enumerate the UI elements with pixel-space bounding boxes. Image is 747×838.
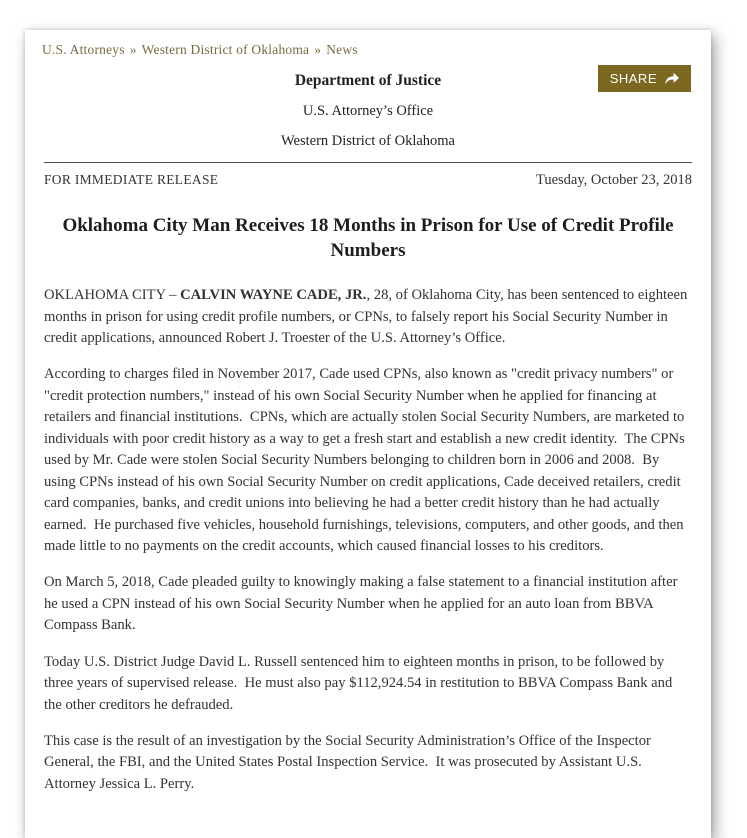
body-paragraph: On March 5, 2018, Cade pleaded guilty to knowingly making a false statement to a financial institution after he used a CPN instead of his own Social Security Number when he applied for an auto loan from BBVA Compass Bank. [44, 574, 682, 634]
agency-title: Department of Justice [294, 72, 442, 89]
page-title: Oklahoma City Man Receives 18 Months in Prison for Use of Credit Profile Numbers [62, 215, 674, 262]
share-button-label: SHARE [609, 71, 657, 86]
breadcrumb-separator: » [314, 42, 322, 57]
header-divider [44, 162, 692, 163]
lead-prefix: OKLAHOMA CITY – [44, 287, 181, 304]
breadcrumb-separator: » [129, 42, 137, 57]
body-paragraph: According to charges filed in November 2017, Cade used CPNs, also known as "credit privacy numbers" or "credit protection numbers," instead of his own Social Security Number when he applied for financing at retailers and financial institutions. CPNs, which are actually stolen Social Security Numbers, are marketed to individuals with poor credit history as a way to get a fresh start and establish a new credit identity. The CPNs used by Mr. Cade were stolen Social Security Numbers belonging to children born in 2006 and 2008. By using CPNs instead of his own Social Security Number on credit applications, Cade deceived retailers, credit card companies, banks, and credit unions into believing he had a better credit history than he had actually earned. He purchased five vehicles, household furnishings, televisions, computers, and other goods, and then made little to no payments on the credit accounts, which caused financial losses to his creditors. [44, 366, 689, 554]
breadcrumb [42, 38, 694, 60]
body-paragraph: This case is the result of an investigation by the Social Security Administration’s Office of the Inspector General, the FBI, and the United States Postal Inspection Service. It was prosecuted by Assistant U.S. Attorney Jessica L. Perry. [44, 733, 655, 792]
lead-paragraph [44, 285, 692, 349]
breadcrumb-us-attorneys[interactable]: U.S. Attorneys [42, 42, 125, 57]
press-release-card [25, 30, 711, 838]
breadcrumb-news[interactable]: News [326, 42, 358, 57]
masthead [42, 72, 694, 150]
body-paragraph: Today U.S. District Judge David L. Russell sentenced him to eighteen months in prison, to be followed by three years of supervised release. He must also pay $112,924.54 in restitution to BBVA Compass Bank and the other creditors he defrauded. [44, 653, 676, 713]
district-title: Western District of Oklahoma [281, 133, 455, 149]
share-forward-arrow-icon [664, 72, 680, 86]
office-title: U.S. Attorney’s Office [302, 103, 434, 119]
defendant-name: CALVIN WAYNE CADE, JR. [180, 287, 367, 304]
release-body [42, 285, 694, 795]
release-date: Tuesday, October 23, 2018 [536, 172, 692, 188]
lead-rest: , 28, of Oklahoma City, has been sentenced to eighteen months in prison for using credit profile numbers, or CPNs, to falsely report his Social Security Number in credit applications, announced Robert J. Troester of the U.S. Attorney’s Office. [44, 287, 691, 347]
release-kicker: FOR IMMEDIATE RELEASE [44, 172, 219, 187]
share-button[interactable] [598, 65, 691, 92]
breadcrumb-western-district-of-oklahoma[interactable]: Western District of Oklahoma [141, 42, 310, 57]
release-meta-row [44, 172, 692, 189]
